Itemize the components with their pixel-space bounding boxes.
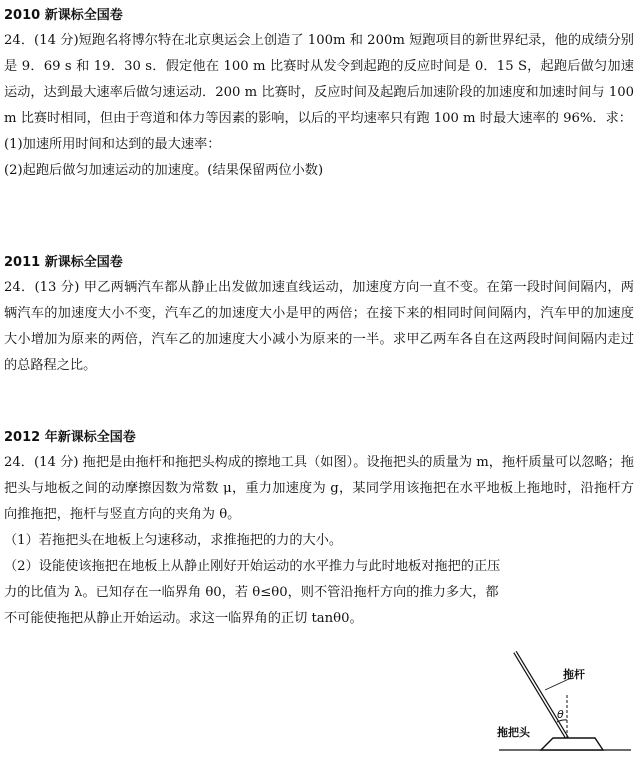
section-2011: [4, 253, 634, 379]
section-heading: 2012 年新课标全国卷: [4, 430, 136, 445]
problem-text: 24．(14 分) 拖把是由拖杆和拖把头构成的擦地工具（如图）。设拖把头的质量为 m，拖杆质量可以忽略；拖把头与地板之间的动摩擦因数为常数 μ，重力加速度为 g，某同学用该拖把在水平地板上拖地时，沿拖杆方向推拖把，拖杆与竖直方向的夹角为 θ。: [4, 455, 634, 522]
sub-question-2: （2）设能使该拖把在地板上从静止刚好开始运动的水平推力与此时地板对拖把的正压力的比值为 λ。已知存在一临界角 θ0，若 θ≤θ0，则不管沿拖杆方向的推力多大，都不可能使拖把从静止开始运动。求这一临界角的正切 tanθ0。: [4, 559, 501, 626]
section-heading: 2011 新课标全国卷: [4, 255, 123, 270]
sub-question-1: （1）若拖把头在地板上匀速移动，求推拖把的力的大小。: [4, 533, 343, 548]
sub-question-2: (2)起跑后做匀加速运动的加速度。(结果保留两位小数): [4, 163, 324, 178]
sub-question-1: (1)加速所用时间和达到的最大速率：: [4, 137, 221, 152]
section-2010: [4, 6, 634, 184]
angle-label: θ: [557, 708, 564, 721]
problem-text: 24．(13 分) 甲乙两辆汽车都从静止出发做加速直线运动，加速度方向一直不变。在第一段时间间隔内，两辆汽车的加速度大小不变，汽车乙的加速度大小是甲的两倍；在接下来的相同时间间隔内，汽车甲的加速度大小增加为原来的两倍，汽车乙的加速度大小减小为原来的一半。求甲乙两车各自在这两段时间间隔内走过的总路程之比。: [4, 280, 634, 373]
rod-label: 拖杆: [563, 668, 585, 681]
mop-figure: [495, 650, 635, 754]
problem-text: 24．(14 分)短跑名将博尔特在北京奥运会上创造了 100m 和 200m 短跑项目的新世界纪录，他的成绩分别是 9．69 s 和 19．30 s．假定他在 100 m 比赛时从发令到起跑的反应时间是 0．15 S，起跑后做匀加速运动，达到最大速率后做匀速运动．200 m 比赛时，反应时间及起跑后加速阶段的加速度和加速时间与 100 m 比赛时相同，但由于弯道和体力等因素的影响，以后的平均速率只有跑 100 m 时最大速率的 96%．求：: [4, 33, 634, 126]
head-label: 拖把头: [497, 726, 530, 739]
mop-head: [541, 738, 603, 750]
section-heading: 2010 新课标全国卷: [4, 8, 123, 23]
section-2012: [4, 428, 634, 632]
